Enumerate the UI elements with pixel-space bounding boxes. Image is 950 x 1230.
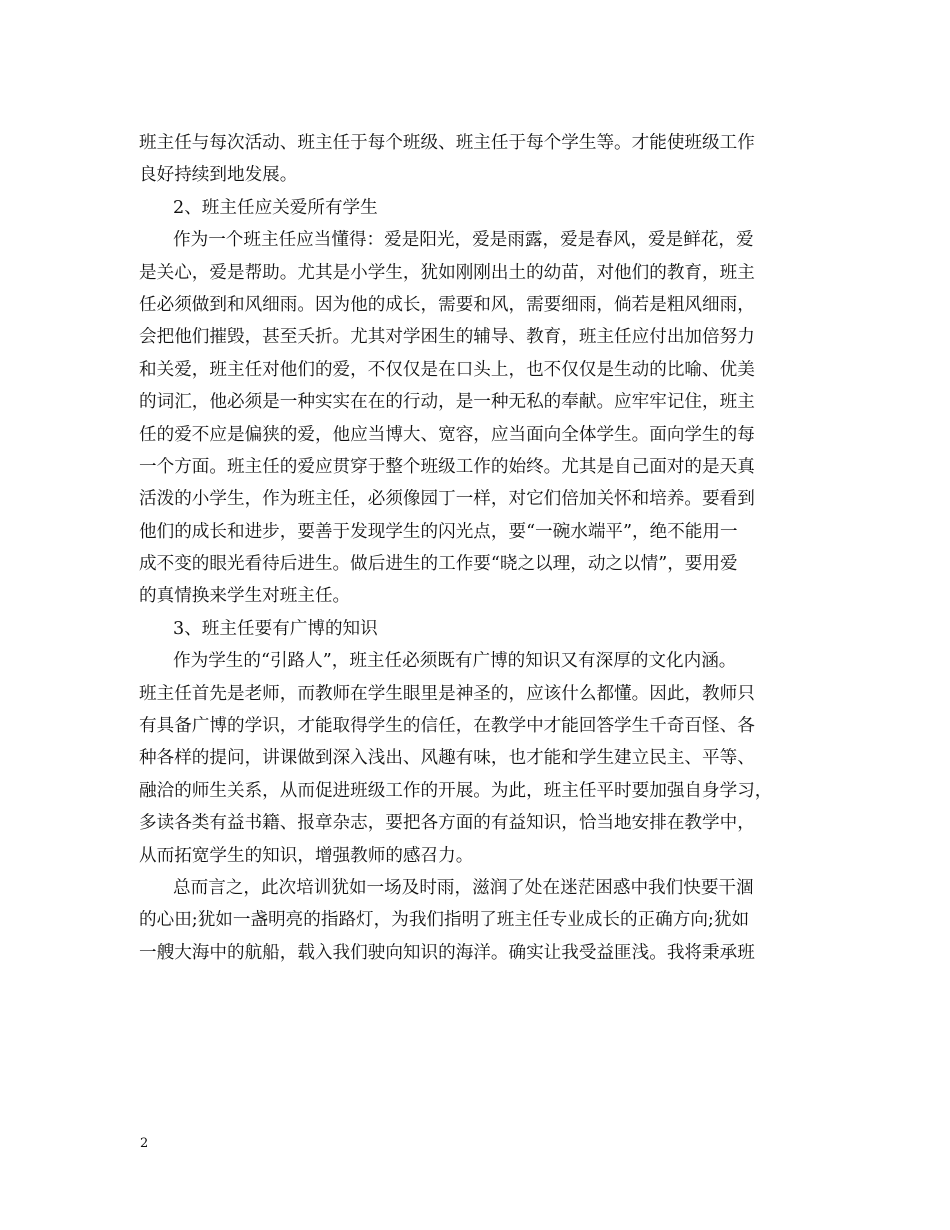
text-line: 任必须做到和风细雨。因为他的成长，需要和风，需要细雨，倘若是粗风细雨， — [139, 294, 755, 315]
text-line: 班主任首先是老师，而教师在学生眼里是神圣的，应该什么都懂。因此，教师只 — [139, 683, 755, 704]
page-number: 2 — [140, 1136, 149, 1151]
text-line: 3、班主任要有广博的知识 — [173, 618, 378, 639]
text-line: 的心田;犹如一盏明亮的指路灯，为我们指明了班主任专业成长的正确方向;犹如 — [139, 910, 750, 931]
text-line: 他们的成长和进步，要善于发现学生的闪光点，要“一碗水端平”，绝不能用一 — [139, 521, 738, 542]
text-line: 班主任与每次活动、班主任于每个班级、班主任于每个学生等。才能使班级工作 — [139, 133, 755, 153]
text-line: 2、班主任应关爱所有学生 — [173, 197, 378, 218]
text-line: 一艘大海中的航船，载入我们驶向知识的海洋。确实让我受益匪浅。我将秉承班 — [139, 942, 755, 963]
text-line: 融洽的师生关系，从而促进班级工作的开展。为此，班主任平时要加强自身学习， — [139, 780, 773, 801]
text-line: 从而拓宽学生的知识，增强教师的感召力。 — [139, 845, 474, 866]
text-line: 会把他们摧毁，甚至夭折。尤其对学困生的辅导、教育，班主任应付出加倍努力 — [139, 327, 755, 348]
document-body — [139, 127, 799, 969]
text-line: 作为学生的“引路人”，班主任必须既有广博的知识又有深厚的文化内涵。 — [173, 651, 737, 672]
text-line: 任的爱不应是偏狭的爱，他应当博大、宽容，应当面向全体学生。面向学生的每 — [139, 424, 755, 445]
text-line: 成不变的眼光看待后进生。做后进生的工作要“晓之以理，动之以情”，要用爱 — [139, 554, 738, 575]
text-line: 良好持续到地发展。 — [139, 165, 298, 186]
text-line: 的词汇，他必须是一种实实在在的行动，是一种无私的奉献。应牢牢记住，班主 — [139, 392, 755, 413]
text-line: 多读各类有益书籍、报章杂志，要把各方面的有益知识，恰当地安排在教学中， — [139, 813, 755, 834]
text-line: 总而言之，此次培训犹如一场及时雨，滋润了处在迷茫困惑中我们快要干涸 — [173, 877, 754, 898]
text-line: 作为一个班主任应当懂得：爱是阳光，爱是雨露，爱是春风，爱是鲜花，爱 — [173, 230, 754, 251]
text-line: 有具备广博的学识，才能取得学生的信任，在教学中才能回答学生千奇百怪、各 — [139, 716, 755, 737]
text-line: 种各样的提问，讲课做到深入浅出、风趣有味，也才能和学生建立民主、平等、 — [139, 748, 755, 769]
text-line: 是关心，爱是帮助。尤其是小学生，犹如刚刚出土的幼苗，对他们的教育，班主 — [139, 262, 755, 283]
text-line: 的真情换来学生对班主任。 — [139, 586, 351, 607]
text-line: 和关爱，班主任对他们的爱，不仅仅是在口头上，也不仅仅是生动的比喻、优美 — [139, 359, 755, 380]
text-line: 活泼的小学生，作为班主任，必须像园丁一样，对它们倍加关怀和培养。要看到 — [139, 489, 755, 510]
text-line: 一个方面。班主任的爱应贯穿于整个班级工作的始终。尤其是自己面对的是天真 — [139, 456, 755, 477]
